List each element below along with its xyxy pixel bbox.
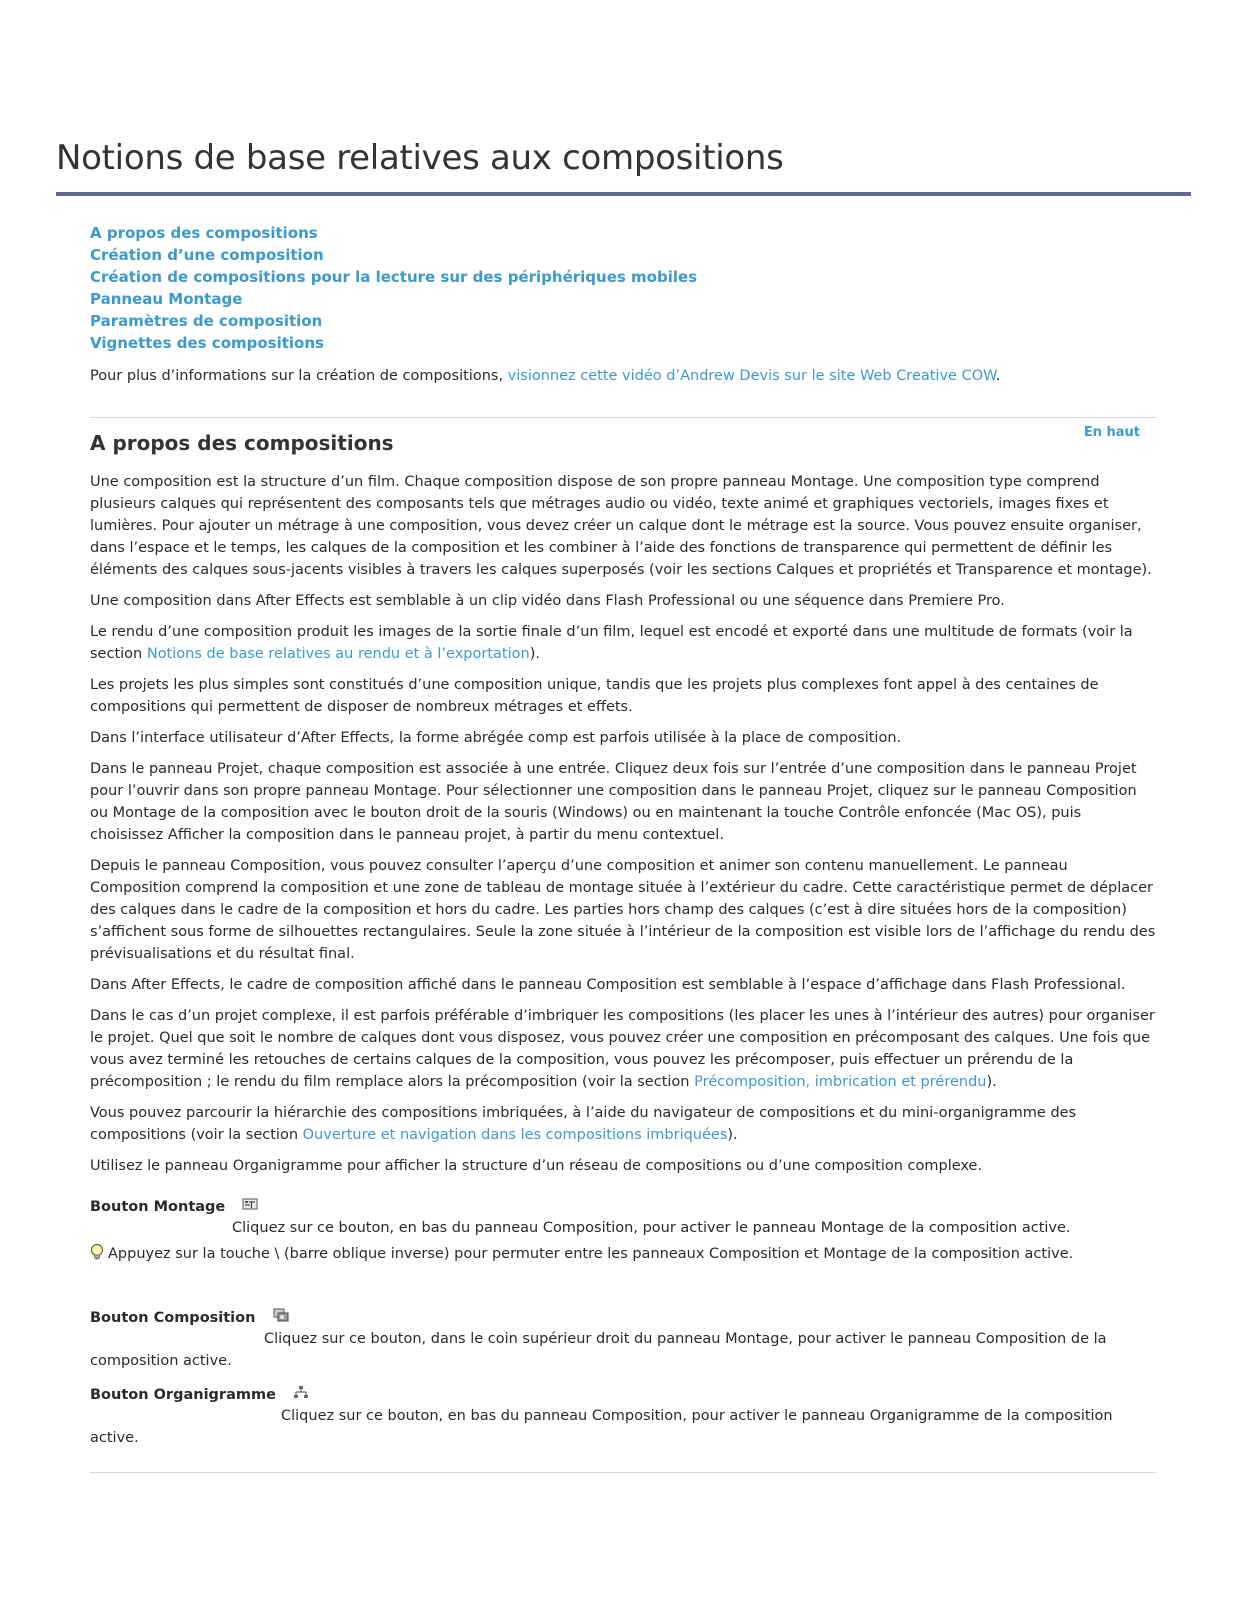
toc-link-mobile[interactable]: Création de compositions pour la lecture sur des périphériques mobiles [90, 268, 698, 286]
tip-note: Appuyez sur la touche \ (barre oblique inverse) pour permuter entre les panneaux Composition et Montage de la composition active. [90, 1243, 1157, 1268]
paragraph: Les projets les plus simples sont constitués d’une composition unique, tandis que les projets plus complexes font appel à des centaines de compositions qui permettent de disposer de nombreux métrages et effets. [90, 677, 1099, 715]
paragraph: Une composition est la structure d’un film. Chaque composition dispose de son propre panneau Montage. Une composition type comprend plusieurs calques qui représentent des composants tels que métrages audio ou vidéo, texte animé et graphiques vectoriels, images fixes et lumières. Pour ajouter un métrage à une composition, vous devez créer un calque dont le métrage est la source. Vous pouvez ensuite organiser, dans l’espace et le temps, les calques de la composition et les combiner à l’aide des fonctions de transparence qui permettent de définir les éléments des calques sous-jacents visibles à travers les calques superposés (voir les sections Calques et propriétés et Transparence et montage). [90, 474, 1152, 578]
paragraph: Dans le panneau Projet, chaque composition est associée à une entrée. Cliquez deux fois sur l’entrée d’une composition dans le panneau Projet pour l’ouvrir dans son propre panneau Montage. Pour sélectionner une composition dans le panneau Projet, cliquez sur le panneau Composition ou Montage de la composition avec le bouton droit de la souris (Windows) ou en maintenant la touche Contrôle enfoncée (Mac OS), puis choisissez Afficher la composition dans le panneau projet, à partir du menu contextuel. [90, 761, 1137, 843]
toc-link-create[interactable]: Création d’une composition [90, 246, 324, 264]
back-to-top-link[interactable]: En haut [1083, 425, 1140, 440]
paragraph: Dans l’interface utilisateur d’After Effects, la forme abrégée comp est parfois utilisée à la place de composition. [90, 730, 902, 746]
lightbulb-icon [90, 1243, 104, 1268]
definition-composition-button [90, 1308, 1157, 1372]
timeline-button-icon [242, 1196, 258, 1215]
paragraph: Utilisez le panneau Organigramme pour afficher la structure d’un réseau de compositions ou d’une composition complexe. [90, 1158, 983, 1174]
definition-term: Bouton Montage [90, 1199, 226, 1215]
definition-flowchart-button [90, 1385, 1157, 1449]
main-content [90, 222, 1157, 1473]
title-divider [56, 192, 1191, 196]
toc-link-about[interactable]: A propos des compositions [90, 224, 318, 242]
toc-link-timeline[interactable]: Panneau Montage [90, 290, 243, 308]
definition-text: Cliquez sur ce bouton, en bas du panneau Composition, pour activer le panneau Organigramme de la composition active. [90, 1408, 1113, 1446]
definition-text: Cliquez sur ce bouton, dans le coin supérieur droit du panneau Montage, pour activer le panneau Composition de la composition active. [90, 1331, 1107, 1369]
paragraph: Vous pouvez parcourir la hiérarchie des compositions imbriquées, à l’aide du navigateur de compositions et du mini-organigramme des compositions (voir la section Ouverture et navigation dans les compositions imbriquées). [90, 1105, 1077, 1143]
paragraph: Dans After Effects, le cadre de composition affiché dans le panneau Composition est semblable à l’espace d’affichage dans Flash Professional. [90, 977, 1126, 993]
video-link[interactable]: visionnez cette vidéo d’Andrew Devis sur le site Web Creative COW [507, 368, 996, 384]
table-of-contents [90, 222, 1157, 354]
bottom-divider [90, 1472, 1157, 1473]
intro-paragraph: Pour plus d’informations sur la création de compositions, visionnez cette vidéo d’Andrew Devis sur le site Web Creative COW. [90, 368, 1001, 384]
precomposition-link[interactable]: Précomposition, imbrication et prérendu [694, 1074, 987, 1090]
paragraph: Dans le cas d’un projet complexe, il est parfois préférable d’imbriquer les compositions (les placer les unes à l’intérieur des autres) pour organiser le projet. Quel que soit le nombre de calques dont vous disposez, vous pouvez créer une composition en précomposant des calques. Une fois que vous avez terminé les retouches de certains calques de la composition, vous pouvez les précomposer, puis effectuer un prérendu de la précomposition ; le rendu du film remplace alors la précomposition (voir la section Précomposition, imbrication et prérendu). [90, 1008, 1155, 1090]
rendering-basics-link[interactable]: Notions de base relatives au rendu et à l’exportation [146, 646, 530, 662]
paragraph: Depuis le panneau Composition, vous pouvez consulter l’aperçu d’une composition et animer son contenu manuellement. Le panneau Composition comprend la composition et une zone de tableau de montage située à l’extérieur du cadre. Cette caractéristique permet de déplacer des calques dans le cadre de la composition et hors du cadre. Les parties hors champ des calques (c’est à dire situées hors de la composition) s’affichent sous forme de silhouettes rectangulaires. Seule la zone située à l’intérieur de la composition est visible lors de l’affichage du rendu des prévisualisations et du résultat final. [90, 858, 1156, 962]
toc-link-thumbnails[interactable]: Vignettes des compositions [90, 334, 324, 352]
definition-term: Bouton Organigramme [90, 1387, 276, 1403]
toc-link-settings[interactable]: Paramètres de composition [90, 312, 323, 330]
composition-button-icon [273, 1307, 289, 1326]
nested-compositions-link[interactable]: Ouverture et navigation dans les compositions imbriquées [302, 1127, 728, 1143]
definition-text: Cliquez sur ce bouton, en bas du panneau Composition, pour activer le panneau Montage de la composition active. [232, 1220, 1071, 1236]
section-title: A propos des compositions [90, 431, 394, 455]
page-title: Notions de base relatives aux compositions [56, 138, 784, 178]
flowchart-button-icon [293, 1384, 309, 1403]
paragraph: Une composition dans After Effects est semblable à un clip vidéo dans Flash Professional ou une séquence dans Premiere Pro. [90, 593, 1005, 609]
definition-timeline-button [90, 1197, 1157, 1268]
paragraph: Le rendu d’une composition produit les images de la sortie finale d’un film, lequel est encodé et exporté dans une multitude de formats (voir la section Notions de base relatives au rendu et à l’exportation). [90, 624, 1133, 662]
definition-term: Bouton Composition [90, 1310, 256, 1326]
